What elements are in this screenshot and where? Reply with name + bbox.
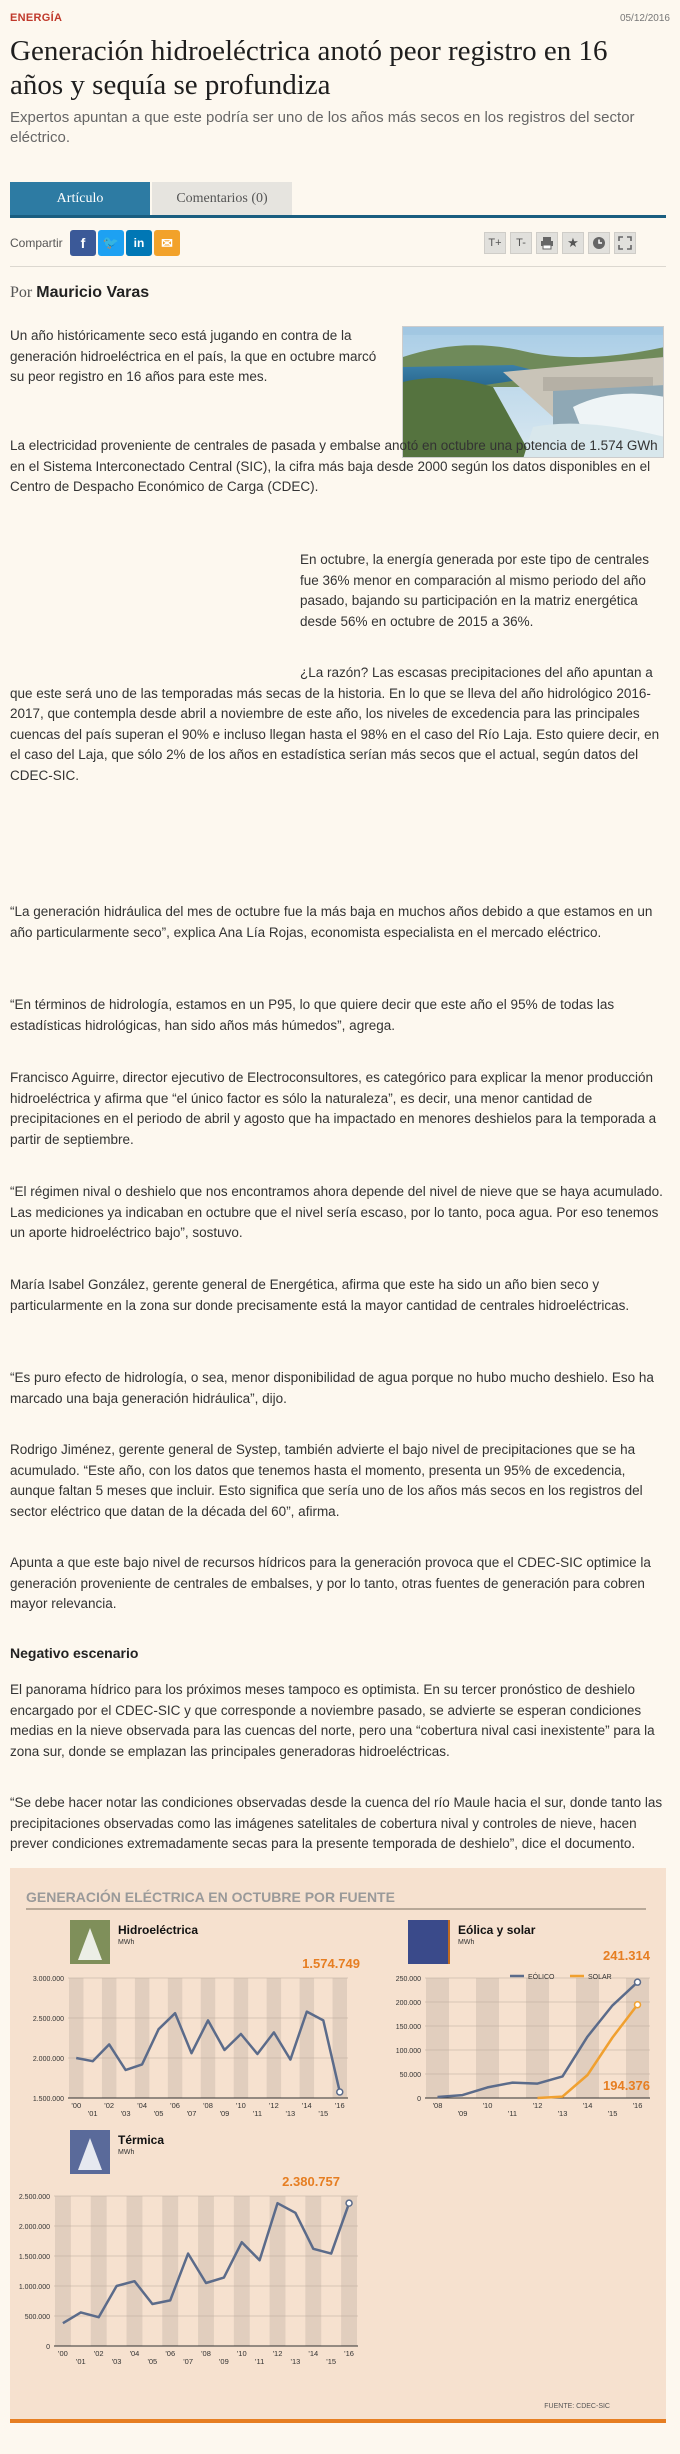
chart1-x-tick: '10 <box>482 2101 493 2110</box>
paragraph-4: ¿La razón? Las escasas precipitaciones del año apuntan a que este será uno de las temporadas más secas de la historia. En lo que se lleva del año hidrológico 2016-2017, que contempla desde abril a noviembre de este año, los niveles de excedencia para las principales cuencas del país superan el 90% e incluso llegan hasta el 98% en el caso del Río Laja. Esto quiere decir, en el caso del Laja, que sólo 2% de los años en estadística serían más secos que el actual, según datos del CDEC-SIC. <box>10 665 660 783</box>
chart1-legend-label-0: EÓLICO <box>528 1974 555 1981</box>
chart1-y-tick: 50.000 <box>399 2072 421 2079</box>
chart2-y-tick: 500.000 <box>24 2314 50 2321</box>
chart0-band <box>168 1978 182 2098</box>
infographic <box>10 1868 666 2423</box>
chart2-annotation: 2.380.757 <box>282 2174 340 2189</box>
chart1-title: Eólica y solar <box>458 1923 536 1937</box>
byline <box>10 284 149 302</box>
chart2-x-tick: '13 <box>290 2357 301 2366</box>
chart0-annotation: 1.574.749 <box>302 1956 360 1971</box>
chart2-x-tick: '02 <box>93 2349 104 2358</box>
font-decrease-icon: T- <box>516 237 526 249</box>
section-label[interactable]: ENERGÍA <box>10 12 63 24</box>
chart0-x-tick: '02 <box>104 2101 115 2110</box>
share-label: Compartir <box>10 236 63 250</box>
chart2-band <box>305 2196 321 2346</box>
mail-share-button[interactable] <box>154 230 180 256</box>
chart1-x-tick: '09 <box>457 2109 468 2118</box>
chart2-unit: MWh <box>118 2149 135 2156</box>
chart0-x-tick: '14 <box>301 2101 312 2110</box>
chart1-x-tick: '16 <box>632 2101 643 2110</box>
chart2-y-tick: 0 <box>46 2344 50 2351</box>
paragraph-12: Apunta a que este bajo nivel de recursos hídricos para la generación provoca que el CDEC-SIC optimice la generación proveniente de centrales de embalses, y por lo tanto, otras fuentes de generación para cobren mayor relevancia. <box>10 1555 651 1611</box>
chart0-title: Hidroeléctrica <box>118 1923 199 1937</box>
linkedin-icon: in <box>133 236 145 250</box>
chart1-x-tick: '08 <box>432 2101 443 2110</box>
chart0-x-tick: '16 <box>334 2101 345 2110</box>
twitter-share-button[interactable] <box>98 230 124 256</box>
chart0-x-tick: '08 <box>203 2101 213 2110</box>
history-button[interactable] <box>588 232 610 254</box>
headline: Generación hidroeléctrica anotó peor registro en 16 años y sequía se profundiza <box>10 35 608 101</box>
chart1-x-tick: '12 <box>532 2101 543 2110</box>
font-decrease-button[interactable] <box>510 232 532 254</box>
paragraph-5: “La generación hidráulica del mes de octubre fue la más baja en muchos años debido a que estamos en un año particularmente seco”, explica Ana Lía Rojas, economista especialista en el mercado eléctrico. <box>10 904 653 940</box>
chart2-y-tick: 1.500.000 <box>18 2254 50 2261</box>
chart2-x-tick: '06 <box>165 2349 176 2358</box>
linkedin-share-button[interactable] <box>126 230 152 256</box>
infographic-title: GENERACIÓN ELÉCTRICA EN OCTUBRE POR FUENTE <box>26 1889 395 1905</box>
section-subtitle: Negativo escenario <box>10 1645 139 1661</box>
chart2-x-tick: '00 <box>58 2349 68 2358</box>
chart1-wind-icon <box>408 1920 448 1964</box>
chart1-annotation-0: 241.314 <box>603 1948 650 1963</box>
chart2-band <box>162 2196 178 2346</box>
clock-icon <box>592 236 606 250</box>
print-icon <box>540 236 554 250</box>
chart2-x-tick: '12 <box>272 2349 283 2358</box>
chart2-x-tick: '01 <box>75 2357 86 2366</box>
chart1-y-tick: 0 <box>417 2096 421 2103</box>
article-tabs <box>10 182 666 218</box>
chart0-y-tick: 2.500.000 <box>32 2016 64 2023</box>
chart1-band <box>476 1978 499 2098</box>
expand-button[interactable] <box>614 232 636 254</box>
chart1-unit: MWh <box>458 1939 475 1946</box>
chart0-y-tick: 1.500.000 <box>32 2096 64 2103</box>
chart2-band <box>91 2196 107 2346</box>
chart2-x-tick: '03 <box>111 2357 122 2366</box>
share-bar <box>10 230 666 256</box>
chart2-y-tick: 2.500.000 <box>18 2194 50 2201</box>
chart2-x-tick: '11 <box>255 2357 265 2366</box>
chart1-series-1-end-point <box>635 2002 641 2008</box>
subhead: Expertos apuntan a que este podría ser uno de los años más secos en los registros del sector eléctrico. <box>10 109 635 146</box>
paragraph-2-text: La electricidad proveniente de centrales de pasada y embalse anotó en octubre una potencia de 1.574 GWh en el Sistema Interconectado Central (SIC), la cifra más baja desde 2000 según los datos disponibles en el Centro de Despacho Económico de Carga (CDEC). <box>10 438 658 494</box>
paragraph-7: Francisco Aguirre, director ejecutivo de Electroconsultores, es categórico para explicar la menor producción hidroeléctrica y afirma que “el único factor es sólo la naturaleza”, es decir, una menor cantidad de precipitaciones en el periodo de abril y agosto que ha impactado en menores deshielos para la temporada a partir de septiembre. <box>10 1070 657 1147</box>
chart0-x-tick: '03 <box>120 2109 131 2118</box>
paragraph-1: Un año históricamente seco está jugando en contra de la generación hidroeléctrica en el país, la que en octubre marcó su peor registro en 16 años para este mes. <box>10 328 377 384</box>
chart0-series-0-end-point <box>337 2089 343 2095</box>
chart0-x-tick: '10 <box>236 2101 246 2110</box>
chart2-band <box>234 2196 250 2346</box>
chart0-band <box>102 1978 116 2098</box>
top-bar <box>10 10 670 26</box>
chart2-x-tick: '10 <box>236 2349 247 2358</box>
chart0-unit: MWh <box>118 1939 135 1946</box>
paragraph-11: Rodrigo Jiménez, gerente general de Systep, también advierte el bajo nivel de precipitaciones que se ha acumulado. “Este año, con los datos que tenemos hasta el momento, presenta un 95% de excedencia, aunque faltan 5 meses que incluir. Esto significa que sería uno de los años más secos en los registros del sector eléctrico que datan de la década del 60”, afirma. <box>10 1442 643 1519</box>
chart0-x-tick: '04 <box>137 2101 148 2110</box>
chart1-y-tick: 150.000 <box>395 2024 421 2031</box>
chart0-x-tick: '06 <box>170 2101 180 2110</box>
facebook-icon: f <box>80 235 86 251</box>
chart0-y-tick: 2.000.000 <box>32 2056 64 2063</box>
author-name[interactable]: Mauricio Varas <box>36 284 150 301</box>
paragraph-9: María Isabel González, gerente general de Energética, afirma que este ha sido un año bien seco y particularmente en la zona sur donde precisamente está la mayor cantidad de centrales hidroeléctricas. <box>10 1277 630 1313</box>
chart2-x-tick: '16 <box>344 2349 354 2358</box>
chart2-x-tick: '14 <box>308 2349 319 2358</box>
paragraph-13: El panorama hídrico para los próximos meses tampoco es optimista. En su tercer pronóstico de deshielo encargado por el CDEC-SIC y que corresponde a noviembre pasado, se advierte se esperan condiciones medias en la nieve observada para las cuencas del norte, pero una “cobertura nival casi inexistente” para la zona sur, donde se emplazan las principales generadoras hidroeléctricas. <box>10 1682 655 1759</box>
favorite-button[interactable] <box>562 232 584 254</box>
chart2-series-0-end-point <box>346 2200 352 2206</box>
chart1-x-tick: '13 <box>557 2109 568 2118</box>
infographic-title-rule <box>26 1908 646 1910</box>
chart1-annotation-1: 194.376 <box>603 2078 650 2093</box>
chart0-x-tick: '01 <box>87 2109 98 2118</box>
chart0-x-tick: '00 <box>71 2101 82 2110</box>
chart1-band <box>426 1978 449 2098</box>
chart2-y-tick: 2.000.000 <box>18 2224 50 2231</box>
chart2-band <box>198 2196 214 2346</box>
chart0-band <box>135 1978 149 2098</box>
chart0-x-tick: '11 <box>252 2109 263 2118</box>
infographic-canvas <box>10 1868 666 2423</box>
paragraph-14: “Se debe hacer notar las condiciones observadas desde la cuenca del río Maule hacia el sur, donde tanto las precipitaciones observadas como las imágenes satelitales de cobertura nival y controles de nieve, hacen prever condiciones extremadamente secas para la presente temporada de deshielo”, dice el documento. <box>10 1795 663 1851</box>
chart0-x-tick: '05 <box>153 2109 164 2118</box>
chart1-y-tick: 250.000 <box>395 1976 421 1983</box>
tab-comments[interactable]: Comentarios (0) <box>152 182 292 215</box>
chart0-band <box>69 1978 83 2098</box>
chart0-x-tick: '07 <box>186 2109 197 2118</box>
chart2-x-tick: '08 <box>201 2349 211 2358</box>
facebook-share-button[interactable] <box>70 230 96 256</box>
mail-icon: ✉ <box>161 234 173 251</box>
tab-article[interactable]: Artículo <box>10 182 150 215</box>
paragraph-2 <box>10 436 666 498</box>
chart2-band <box>55 2196 71 2346</box>
chart2-x-tick: '09 <box>218 2357 229 2366</box>
paragraph-10: “Es puro efecto de hidrología, o sea, menor disponibilidad de agua porque no hubo mucho deshielo. Eso ha marcado una baja generación hidráulica”, dijo. <box>10 1370 654 1406</box>
chart1-x-tick: '11 <box>507 2109 518 2118</box>
star-icon: ★ <box>567 235 579 250</box>
chart1-y-tick: 100.000 <box>395 2048 421 2055</box>
chart1-x-tick: '15 <box>607 2109 618 2118</box>
expand-icon <box>618 236 632 250</box>
twitter-icon: 🐦 <box>102 235 120 250</box>
chart2-x-tick: '15 <box>326 2357 337 2366</box>
chart2-title: Térmica <box>118 2133 165 2147</box>
print-button[interactable] <box>536 232 558 254</box>
font-increase-icon: T+ <box>488 237 502 249</box>
paragraph-8: “El régimen nival o deshielo que nos encontramos ahora depende del nivel de nieve que se haya acumulado. Las mediciones ya indicaban en octubre que el nivel sería escaso, por lo tanto, poca agua. Por eso tenemos un aporte hidroeléctrico bajo”, sostuvo. <box>10 1184 663 1240</box>
chart0-x-tick: '15 <box>318 2109 329 2118</box>
chart0-x-tick: '09 <box>219 2109 230 2118</box>
chart2-x-tick: '07 <box>183 2357 194 2366</box>
chart0-band <box>201 1978 215 2098</box>
chart2-y-tick: 1.000.000 <box>18 2284 50 2291</box>
chart0-band <box>333 1978 347 2098</box>
chart0-x-tick: '12 <box>268 2101 279 2110</box>
paragraph-6: “En términos de hidrología, estamos en un P95, lo que quiere decir que este año el 95% de todas las estadísticas hidrológicas, han sido años más húmedos”, agrega. <box>10 997 615 1033</box>
chart0-band <box>300 1978 314 2098</box>
chart1-legend-label-1: SOLAR <box>588 1974 612 1981</box>
chart2-x-tick: '05 <box>147 2357 158 2366</box>
publish-date: 05/12/2016 <box>619 12 670 24</box>
chart0-x-tick: '13 <box>285 2109 296 2118</box>
paragraph-3: En octubre, la energía generada por este tipo de centrales fue 36% menor en comparación al mismo periodo del año pasado, bajando su participación en la matriz energética desde 56% en octubre de 2015 a 36%. <box>300 552 649 629</box>
chart1-x-tick: '14 <box>582 2101 593 2110</box>
byline-prefix: Por <box>10 284 33 301</box>
divider <box>10 266 666 267</box>
chart2-x-tick: '04 <box>129 2349 140 2358</box>
chart2-band <box>127 2196 143 2346</box>
chart1-series-0-end-point <box>635 1979 641 1985</box>
chart1-y-tick: 200.000 <box>395 2000 421 2007</box>
font-increase-button[interactable] <box>484 232 506 254</box>
infographic-source: FUENTE: CDEC-SIC <box>544 2403 610 2410</box>
chart0-y-tick: 3.000.000 <box>32 1976 64 1983</box>
